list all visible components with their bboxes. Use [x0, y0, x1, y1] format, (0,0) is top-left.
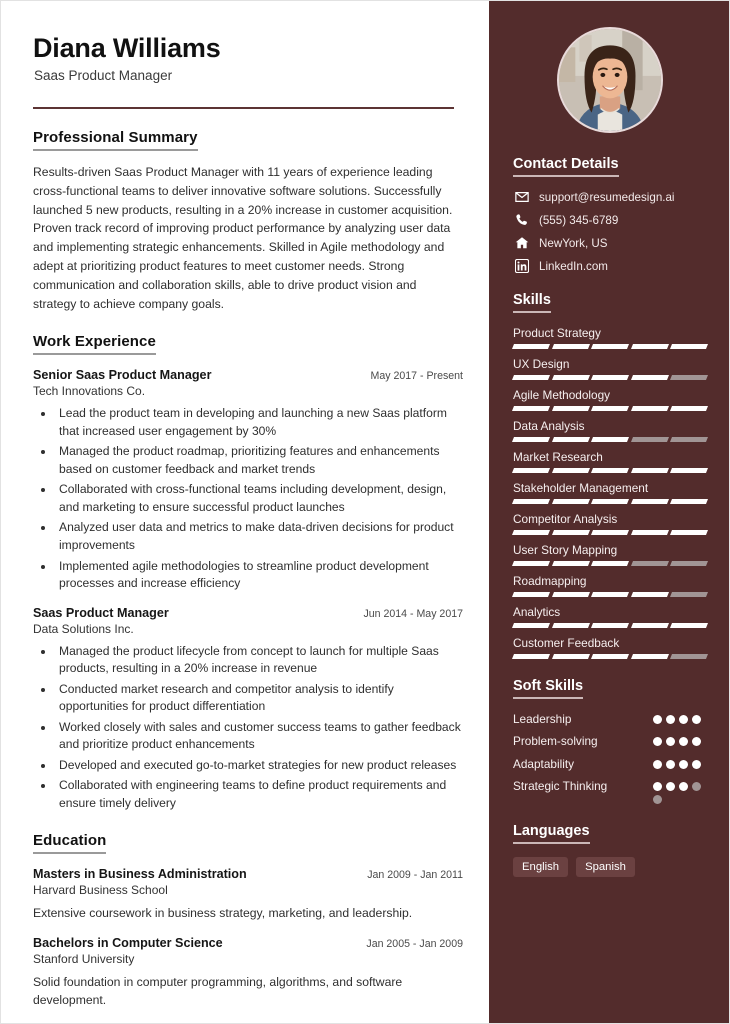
work-bullet-item: • Worked closely with sales and customer success teams to gather feedback and prioritize product enhancements [55, 719, 463, 754]
education-entry-description: Extensive coursework in business strategy, marketing, and leadership. [33, 906, 413, 921]
soft-skill-dot [653, 737, 662, 746]
contact-row [513, 213, 707, 227]
education-entry-degree: Bachelors in Computer Science [33, 935, 223, 950]
contact-value: (555) 345-6789 [539, 213, 619, 227]
sidebar-title-contact: Contact Details [513, 156, 619, 177]
skill-bar-segment [552, 654, 590, 659]
sidebar-title-languages: Languages [513, 823, 590, 844]
language-chip: English [513, 857, 568, 877]
contact-list [513, 190, 707, 273]
work-entry-organization: Data Solutions Inc. [33, 621, 134, 636]
skill-bar-segment [552, 623, 590, 628]
skill-bar-segment [631, 344, 669, 349]
soft-skill-label: Problem-solving [513, 734, 598, 749]
skill-level-bar [513, 437, 707, 442]
contact-row [513, 190, 707, 204]
skill-bar-segment [670, 654, 708, 659]
soft-skills-list [513, 712, 707, 804]
skill-item [513, 574, 707, 597]
soft-skill-dot [666, 760, 675, 769]
skill-bar-segment [552, 592, 590, 597]
skill-bar-segment [670, 530, 708, 535]
work-entry-list [33, 368, 463, 812]
section-professional-summary [33, 129, 463, 313]
soft-skill-dot [692, 760, 701, 769]
skill-bar-segment [552, 561, 590, 566]
skill-label: Agile Methodology [513, 388, 611, 402]
skill-bar-segment [552, 344, 590, 349]
skill-level-bar [513, 592, 707, 597]
work-bullet-item: • Managed the product lifecycle from concept to launch for multiple Saas products, resulting in a 20% increase in revenue [55, 643, 463, 678]
skill-bar-segment [670, 375, 708, 380]
skill-item [513, 543, 707, 566]
sidebar-section-languages [513, 822, 707, 877]
skill-bar-segment [670, 437, 708, 442]
skill-bar-segment [591, 530, 629, 535]
skill-bar-segment [512, 406, 550, 411]
job-title-subtitle: Saas Product Manager [34, 68, 173, 84]
avatar [557, 27, 663, 133]
education-entry-header [33, 867, 463, 881]
skill-bar-segment [591, 375, 629, 380]
skill-level-bar [513, 623, 707, 628]
sidebar-section-contact [513, 155, 707, 273]
skill-bar-segment [591, 654, 629, 659]
skill-bar-segment [631, 499, 669, 504]
skill-bar-segment [552, 406, 590, 411]
skill-level-bar [513, 654, 707, 659]
skill-level-bar [513, 499, 707, 504]
skill-bar-segment [631, 437, 669, 442]
soft-skill-dot [653, 795, 662, 804]
skill-item [513, 388, 707, 411]
skill-item [513, 512, 707, 535]
soft-skill-dot [653, 760, 662, 769]
sidebar-section-skills [513, 291, 707, 659]
skill-bar-segment [552, 437, 590, 442]
skill-bar-segment [512, 375, 550, 380]
skill-bar-segment [670, 468, 708, 473]
contact-value: NewYork, US [539, 236, 608, 250]
work-entry [33, 368, 463, 592]
education-entry-list [33, 867, 463, 1009]
soft-skill-dot [666, 737, 675, 746]
soft-skill-dot [679, 715, 688, 724]
language-chip: Spanish [576, 857, 635, 877]
skill-bar-segment [670, 344, 708, 349]
soft-skill-rating [653, 779, 707, 804]
work-bullet-item: • Analyzed user data and metrics to make data-driven decisions for product improvements [55, 519, 463, 554]
skill-bar-segment [591, 437, 629, 442]
work-entry [33, 606, 463, 813]
skill-bar-segment [591, 623, 629, 628]
soft-skill-rating [653, 757, 707, 769]
skill-bar-segment [631, 592, 669, 597]
skill-bar-segment [512, 623, 550, 628]
education-entry-header [33, 936, 463, 950]
education-entry-school: Harvard Business School [33, 883, 168, 898]
skill-bar-segment [512, 592, 550, 597]
page-title: Diana Williams [33, 33, 221, 63]
education-entry-description: Solid foundation in computer programming, algorithms, and software development. [33, 974, 403, 1007]
sidebar-title-skills: Skills [513, 292, 551, 313]
work-entry-role: Senior Saas Product Manager [33, 368, 212, 383]
soft-skill-row [513, 712, 707, 727]
work-bullet-item: • Collaborated with cross-functional teams including development, design, and marketing to ensure successful product launches [55, 481, 463, 516]
work-entry-bullets [33, 643, 463, 813]
home-icon [513, 236, 530, 250]
education-entry [33, 867, 463, 922]
soft-skill-dot [679, 760, 688, 769]
work-bullet-item: • Implemented agile methodologies to streamline product development processes and increase efficiency [55, 558, 463, 593]
soft-skill-label: Adaptability [513, 756, 574, 771]
skill-bar-segment [512, 468, 550, 473]
work-entry-date: May 2017 - Present [370, 370, 463, 383]
skill-item [513, 450, 707, 473]
skill-bar-segment [670, 499, 708, 504]
skill-level-bar [513, 406, 707, 411]
linkedin-icon [513, 259, 530, 273]
skill-bar-segment [631, 654, 669, 659]
skill-level-bar [513, 375, 707, 380]
skill-label: Roadmapping [513, 574, 587, 588]
work-entry-role: Saas Product Manager [33, 605, 169, 620]
work-entry-bullets [33, 405, 463, 592]
soft-skill-label: Strategic Thinking [513, 778, 608, 793]
work-entry-header [33, 368, 463, 382]
skill-level-bar [513, 530, 707, 535]
work-bullet-item: • Collaborated with engineering teams to define product requirements and ensure timely delivery [55, 777, 463, 812]
skill-label: UX Design [513, 357, 570, 371]
skill-bar-segment [512, 654, 550, 659]
soft-skill-dot [679, 782, 688, 791]
work-entry-header [33, 606, 463, 620]
section-title-work: Work Experience [33, 333, 156, 355]
skill-label: Market Research [513, 450, 603, 464]
skill-bar-segment [670, 592, 708, 597]
work-bullet-item: • Managed the product roadmap, prioritizing features and enhancements based on customer feedback and market trends [55, 443, 463, 478]
soft-skill-rating [653, 712, 707, 724]
soft-skill-row [513, 779, 707, 804]
soft-skill-rating [653, 734, 707, 746]
skill-bar-segment [631, 468, 669, 473]
header-divider [33, 107, 454, 109]
soft-skill-dot [653, 782, 662, 791]
skill-item [513, 605, 707, 628]
soft-skill-label: Leadership [513, 712, 572, 726]
envelope-icon [513, 190, 530, 204]
skill-bar-segment [670, 623, 708, 628]
skill-level-bar [513, 344, 707, 349]
main-column [1, 1, 491, 1023]
skill-label: Analytics [513, 605, 561, 619]
skill-bar-segment [591, 406, 629, 411]
work-entry-organization: Tech Innovations Co. [33, 384, 146, 399]
skill-label: Competitor Analysis [513, 512, 618, 526]
section-title-education: Education [33, 832, 106, 854]
summary-text: Results-driven Saas Product Manager with 11 years of experience leading cross-functional teams to deliver innovative software solutions. Successfully launched 5 new products, resulting in a 20% increase in customer acquisition. Proven track record of improving product performance by analyzing user data and implementing strategic enhancements. Skilled in Agile methodology and adept at prioritizing product features to meet customer needs. Strong communication and collaboration skills, able to drive product vision and strategy to achieve company goals. [33, 165, 453, 311]
skill-bar-segment [552, 530, 590, 535]
skill-bar-segment [591, 561, 629, 566]
skill-bar-segment [631, 530, 669, 535]
education-entry-date: Jan 2005 - Jan 2009 [366, 937, 463, 950]
education-entry-school: Stanford University [33, 951, 135, 966]
soft-skill-dot [692, 782, 701, 791]
avatar-container [513, 27, 707, 133]
skill-label: Stakeholder Management [513, 481, 649, 495]
soft-skill-dot [679, 737, 688, 746]
contact-row [513, 236, 707, 250]
soft-skill-dot [666, 782, 675, 791]
skill-bar-segment [631, 406, 669, 411]
soft-skill-dot [692, 715, 701, 724]
skill-bar-segment [631, 375, 669, 380]
skill-item [513, 326, 707, 349]
soft-skill-dot [653, 715, 662, 724]
skill-label: Data Analysis [513, 419, 585, 433]
soft-skill-dot [666, 715, 675, 724]
soft-skill-row [513, 734, 707, 749]
skill-bar-segment [670, 561, 708, 566]
phone-icon [513, 213, 530, 227]
skill-bar-segment [552, 375, 590, 380]
skill-bar-segment [591, 592, 629, 597]
education-entry [33, 936, 463, 1010]
section-work-experience [33, 333, 463, 812]
skill-item [513, 636, 707, 659]
skills-list [513, 326, 707, 659]
skill-bar-segment [552, 468, 590, 473]
contact-value: support@resumedesign.ai [539, 190, 675, 204]
education-entry-date: Jan 2009 - Jan 2011 [367, 869, 463, 882]
work-bullet-item: • Conducted market research and competitor analysis to identify opportunities for product differentiation [55, 681, 463, 716]
contact-row [513, 259, 707, 273]
soft-skill-row [513, 757, 707, 772]
skill-level-bar [513, 468, 707, 473]
skill-bar-segment [631, 561, 669, 566]
education-entry-degree: Masters in Business Administration [33, 867, 247, 882]
skill-bar-segment [512, 344, 550, 349]
skill-bar-segment [512, 561, 550, 566]
skill-bar-segment [591, 344, 629, 349]
work-entry-date: Jun 2014 - May 2017 [363, 607, 463, 620]
skill-bar-segment [591, 468, 629, 473]
skill-bar-segment [512, 530, 550, 535]
skill-label: Customer Feedback [513, 636, 620, 650]
skill-item [513, 419, 707, 442]
soft-skill-dot [692, 737, 701, 746]
skill-bar-segment [591, 499, 629, 504]
work-bullet-item: • Developed and executed go-to-market strategies for new product releases [55, 757, 463, 775]
avatar-photo-icon [559, 29, 661, 131]
section-title-summary: Professional Summary [33, 129, 198, 151]
skill-item [513, 481, 707, 504]
work-bullet-item: • Lead the product team in developing and launching a new Saas platform that increased user engagement by 30% [55, 405, 463, 440]
sidebar [489, 1, 729, 1023]
sidebar-title-soft-skills: Soft Skills [513, 678, 583, 699]
sidebar-section-soft-skills [513, 677, 707, 804]
skill-label: Product Strategy [513, 326, 601, 340]
skill-bar-segment [631, 623, 669, 628]
languages-chip-list [513, 857, 707, 877]
skill-bar-segment [670, 406, 708, 411]
section-education [33, 832, 463, 1009]
skill-level-bar [513, 561, 707, 566]
skill-bar-segment [512, 499, 550, 504]
contact-value: LinkedIn.com [539, 259, 608, 273]
skill-label: User Story Mapping [513, 543, 618, 557]
skill-item [513, 357, 707, 380]
skill-bar-segment [512, 437, 550, 442]
skill-bar-segment [552, 499, 590, 504]
